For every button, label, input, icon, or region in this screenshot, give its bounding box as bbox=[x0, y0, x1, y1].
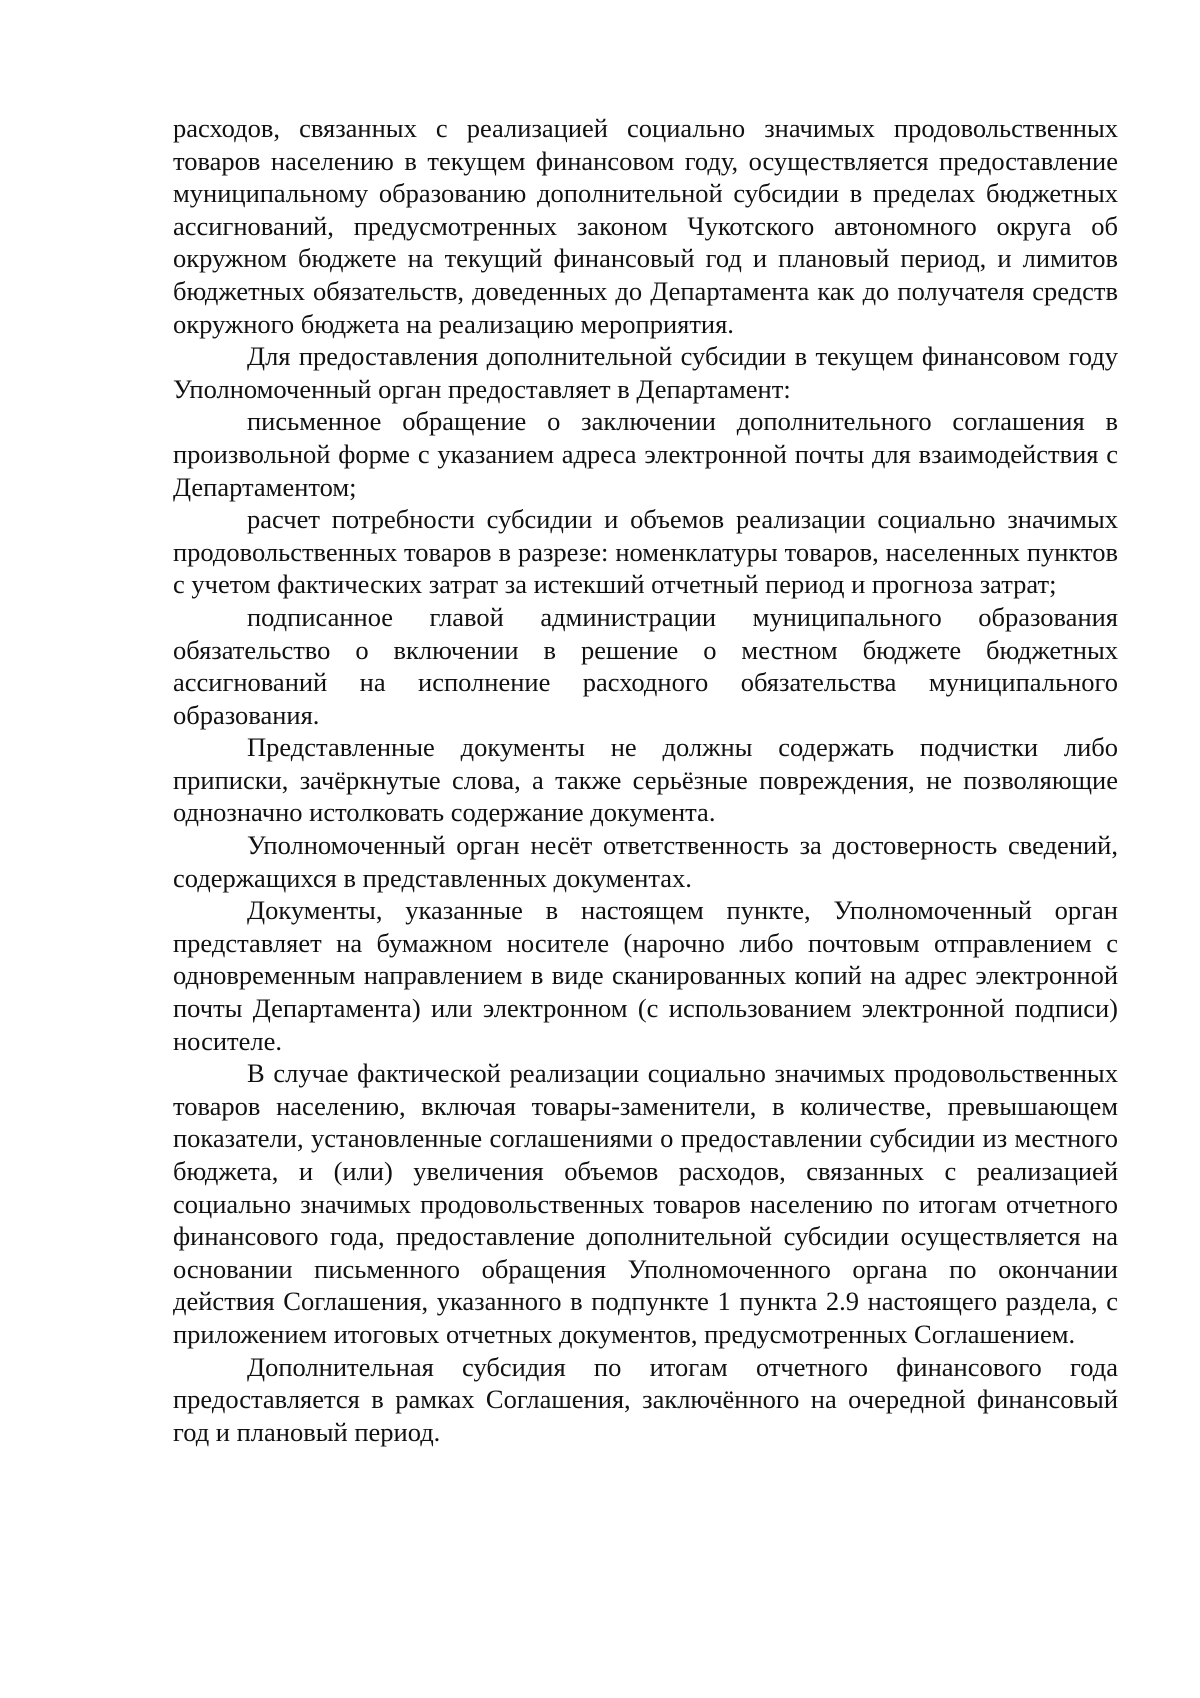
document-body bbox=[173, 112, 1118, 1448]
paragraph-written-request: письменное обращение о заключении дополнительного соглашения в произвольной форме с указанием адреса электронной почты для взаимодействия с Департаментом; bbox=[173, 406, 1118, 502]
paragraph-final-subsidy: Дополнительная субсидия по итогам отчетного финансового года предоставляется в рамках Соглашения, заключённого на очередной финансовый год и плановый период. bbox=[173, 1351, 1118, 1447]
paragraph-subsidy-calculation: расчет потребности субсидии и объемов реализации социально значимых продовольственных товаров в разрезе: номенклатуры товаров, населенных пунктов с учетом фактических затрат за истекший отчетный период и прогноза затрат; bbox=[173, 504, 1118, 600]
paragraph-actual-sales-case: В случае фактической реализации социально значимых продовольственных товаров населению, включая товары-заменители, в количестве, превышающем показатели, установленные соглашениями о предоставлении субсидии из местного бюджета, и (или) увеличения объемов расходов, связанных с реализацией социально значимых продовольственных товаров населению по итогам отчетного финансового года, предоставление дополнительной субсидии осуществляется на основании письменного обращения Уполномоченного органа по окончании действия Соглашения, указанного в подпункте 1 пункта 2.9 настоящего раздела, с приложением итоговых отчетных документов, предусмотренных Соглашением. bbox=[173, 1058, 1118, 1349]
paragraph-document-requirements: Представленные документы не должны содержать подчистки либо приписки, зачёркнутые слова, а также серьёзные повреждения, не позволяющие однозначно истолковать содержание документа. bbox=[173, 732, 1118, 828]
paragraph-additional-subsidy-intro: Для предоставления дополнительной субсидии в текущем финансовом году Уполномоченный орган предоставляет в Департамент: bbox=[173, 341, 1118, 404]
paragraph-signed-obligation: подписанное главой администрации муниципального образования обязательство о включении в решение о местном бюджете бюджетных ассигнований на исполнение расходного обязательства муниципального образования. bbox=[173, 601, 1118, 730]
paragraph-responsibility: Уполномоченный орган несёт ответственность за достоверность сведений, содержащихся в представленных документах. bbox=[173, 830, 1118, 893]
paragraph-continuation: расходов, связанных с реализацией социально значимых продовольственных товаров населению в текущем финансовом году, осуществляется предоставление муниципальному образованию дополнительной субсидии в пределах бюджетных ассигнований, предусмотренных законом Чукотского автономного округа об окружном бюджете на текущий финансовый год и плановый период, и лимитов бюджетных обязательств, доведенных до Департамента как до получателя средств окружного бюджета на реализацию мероприятия. bbox=[173, 113, 1118, 339]
paragraph-submission-method: Документы, указанные в настоящем пункте, Уполномоченный орган представляет на бумажном носителе (нарочно либо почтовым отправлением с одновременным направлением в виде сканированных копий на адрес электронной почты Департамента) или электронном (с использованием электронной подписи) носителе. bbox=[173, 895, 1118, 1056]
